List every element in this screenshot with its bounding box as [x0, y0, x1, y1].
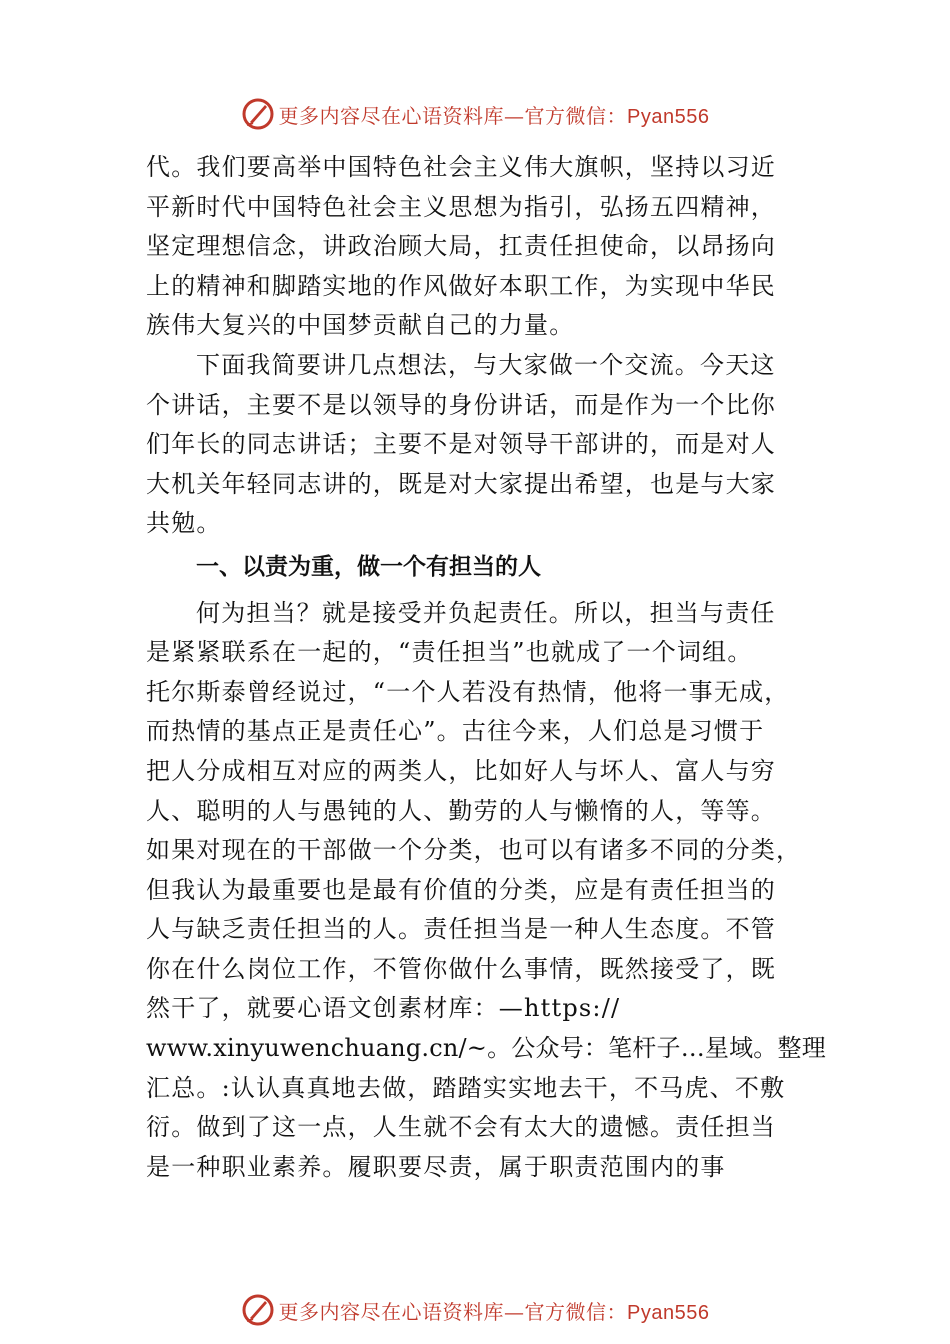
text-line: 汇总。:认认真真地去做，踏踏实实地去干，不马虎、不敷 [146, 1073, 786, 1102]
text-line: 是紧紧联系在一起的，“责任担当”也就成了一个词组。 [146, 638, 753, 667]
text-line: 是一种职业素养。履职要尽责，属于职责范围内的事 [146, 1152, 726, 1181]
text-line: 个讲话，主要不是以领导的身份讲话，而是作为一个比你 [146, 390, 776, 419]
text-line: 上的精神和脚踏实地的作风做好本职工作，为实现中华民 [146, 271, 776, 300]
paragraph-2 [146, 346, 806, 544]
text-line: 平新时代中国特色社会主义思想为指引，弘扬五四精神， [146, 192, 776, 221]
quill-logo-icon [241, 97, 275, 131]
banner-text: 更多内容尽在心语资料库—官方微信：Pyan556 [278, 103, 710, 128]
paragraph-3 [146, 594, 826, 1188]
document-body [146, 148, 826, 1187]
text-line: 人与缺乏责任担当的人。责任担当是一种人生态度。不管 [146, 915, 776, 944]
text-line: 但我认为最重要也是最有价值的分类，应是有责任担当的 [146, 875, 776, 904]
text-line: 而热情的基点正是责任心”。古往今来，人们总是习惯于 [146, 717, 765, 746]
text-line: 你在什么岗位工作，不管你做什么事情，既然接受了，既 [146, 954, 776, 983]
text-line: 然干了，就要心语文创素材库：—https:// [146, 994, 621, 1023]
text-line: 衍。做到了这一点，人生就不会有太大的遗憾。责任担当 [146, 1113, 776, 1142]
text-line: 托尔斯泰曾经说过，“一个人若没有热情，他将一事无成， [146, 677, 790, 706]
text-line: www.xinyuwenchuang.cn/~。公众号：笔杆子…星域。整理 [146, 1034, 826, 1063]
text-line: 族伟大复兴的中国梦贡献自己的力量。 [146, 311, 575, 340]
text-line: 下面我简要讲几点想法，与大家做一个交流。今天这 [196, 350, 776, 379]
text-line: 大机关年轻同志讲的，既是对大家提出希望，也是与大家 [146, 469, 776, 498]
text-line: 何为担当？就是接受并负起责任。所以，担当与责任 [196, 598, 776, 627]
text-line: 把人分成相互对应的两类人，比如好人与坏人、富人与穷 [146, 756, 776, 785]
section-heading: 一、以责为重，做一个有担当的人 [196, 553, 541, 580]
banner-text: 更多内容尽在心语资料库—官方微信：Pyan556 [278, 1299, 710, 1324]
text-line: 如果对现在的干部做一个分类，也可以有诸多不同的分类， [146, 836, 802, 865]
text-line: 代。我们要高举中国特色社会主义伟大旗帜，坚持以习近 [146, 153, 776, 181]
header-watermark [0, 94, 950, 134]
text-line: 们年长的同志讲话；主要不是对领导干部讲的，而是对人 [146, 430, 776, 459]
text-line: 坚定理想信念，讲政治顾大局，扛责任担使命，以昂扬向 [146, 232, 776, 261]
footer-watermark [0, 1290, 950, 1330]
paragraph-1 [146, 148, 806, 346]
quill-logo-icon [241, 1293, 275, 1327]
text-line: 人、聪明的人与愚钝的人、勤劳的人与懒惰的人，等等。 [146, 796, 776, 825]
text-line: 共勉。 [146, 509, 222, 538]
